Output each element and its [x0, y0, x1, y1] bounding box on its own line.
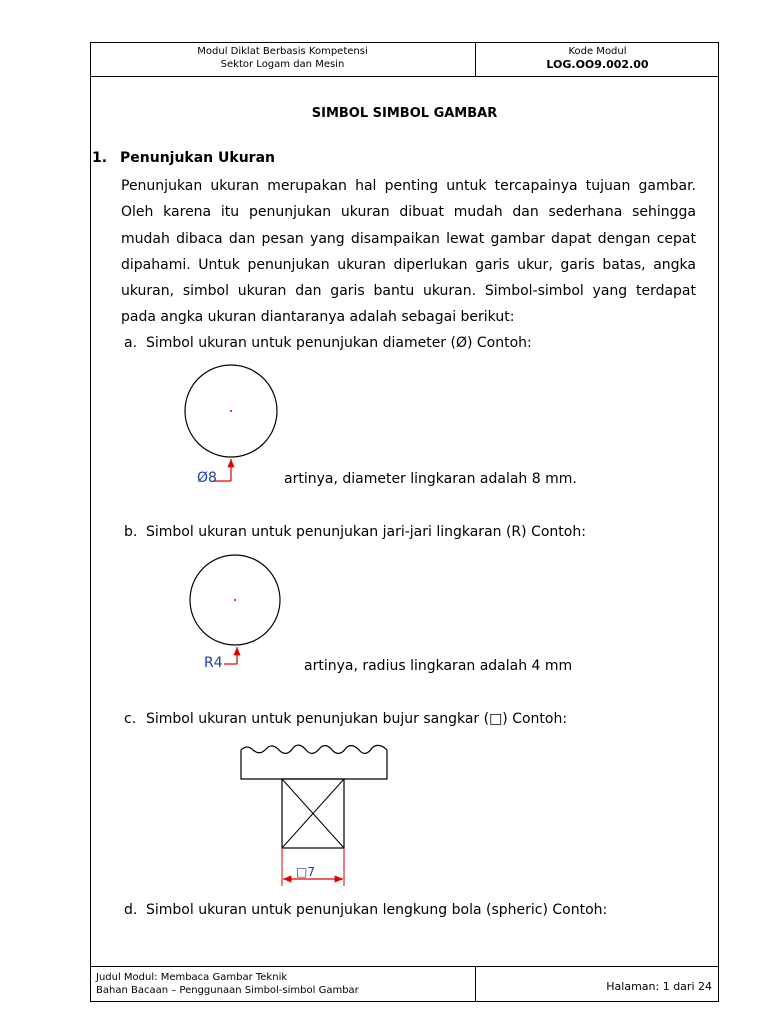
square-figure	[241, 745, 387, 886]
center-mark	[230, 410, 232, 412]
list-item-text: Simbol ukuran untuk penunjukan jari-jari lingkaran (R) Contoh:	[146, 524, 586, 540]
footer-line1: Judul Modul: Membaca Gambar Teknik	[96, 972, 288, 983]
list-item-label: d.	[124, 902, 138, 918]
header-module-line2: Sektor Logam dan Mesin	[220, 59, 345, 70]
header-code-value: LOG.OO9.002.00	[546, 58, 649, 71]
page-number: Halaman: 1 dari 24	[606, 980, 712, 993]
header-code-label: Kode Modul	[568, 46, 627, 57]
intro-paragraph: Penunjukan ukuran merupakan hal penting untuk tercapainya tujuan gambar. Oleh karena itu penunjukan ukuran dibuat mudah dan sederhana sehingga mudah dibaca dan pesan yang disampaikan lewat gambar dapat dengan cepat dipahami. Untuk penunjukan ukuran diperlukan garis ukur, garis batas, angka ukuran, simbol ukuran dan garis bantu ukuran. Simbol-simbol yang terdapat pada angka ukuran diantaranya adalah sebagai berikut:	[121, 178, 696, 326]
page-title: SIMBOL SIMBOL GAMBAR	[311, 106, 498, 121]
list-item-text: Simbol ukuran untuk penunjukan bujur sangkar (□) Contoh:	[146, 711, 568, 727]
radius-figure	[190, 555, 280, 671]
footer-page-number	[476, 966, 719, 1002]
square-dimension-label: □7	[296, 865, 315, 879]
list-item-label: c.	[124, 711, 137, 727]
footer-line2: Bahan Bacaan – Penggunaan Simbol-simbol Gambar	[96, 985, 359, 996]
footer-module-title	[90, 966, 476, 1002]
caption-radius: artinya, radius lingkaran adalah 4 mm	[304, 658, 573, 674]
section-number: 1.	[92, 150, 108, 166]
list-item-label: b.	[124, 524, 138, 540]
plate-outline	[241, 750, 387, 779]
radius-dimension-label: R4	[204, 655, 223, 671]
list-item-text: Simbol ukuran untuk penunjukan lengkung bola (spheric) Contoh:	[146, 902, 608, 918]
list-item-text: Simbol ukuran untuk penunjukan diameter (Ø) Contoh:	[146, 335, 532, 351]
caption-diameter: artinya, diameter lingkaran adalah 8 mm.	[284, 471, 577, 487]
list-item-label: a.	[124, 335, 138, 351]
diameter-dimension-label: Ø8	[197, 470, 217, 486]
diameter-figure	[185, 365, 277, 486]
break-line	[241, 745, 387, 753]
header-module-line1: Modul Diklat Berbasis Kompetensi	[197, 46, 368, 57]
center-mark	[234, 599, 236, 601]
section-title: Penunjukan Ukuran	[120, 150, 275, 166]
